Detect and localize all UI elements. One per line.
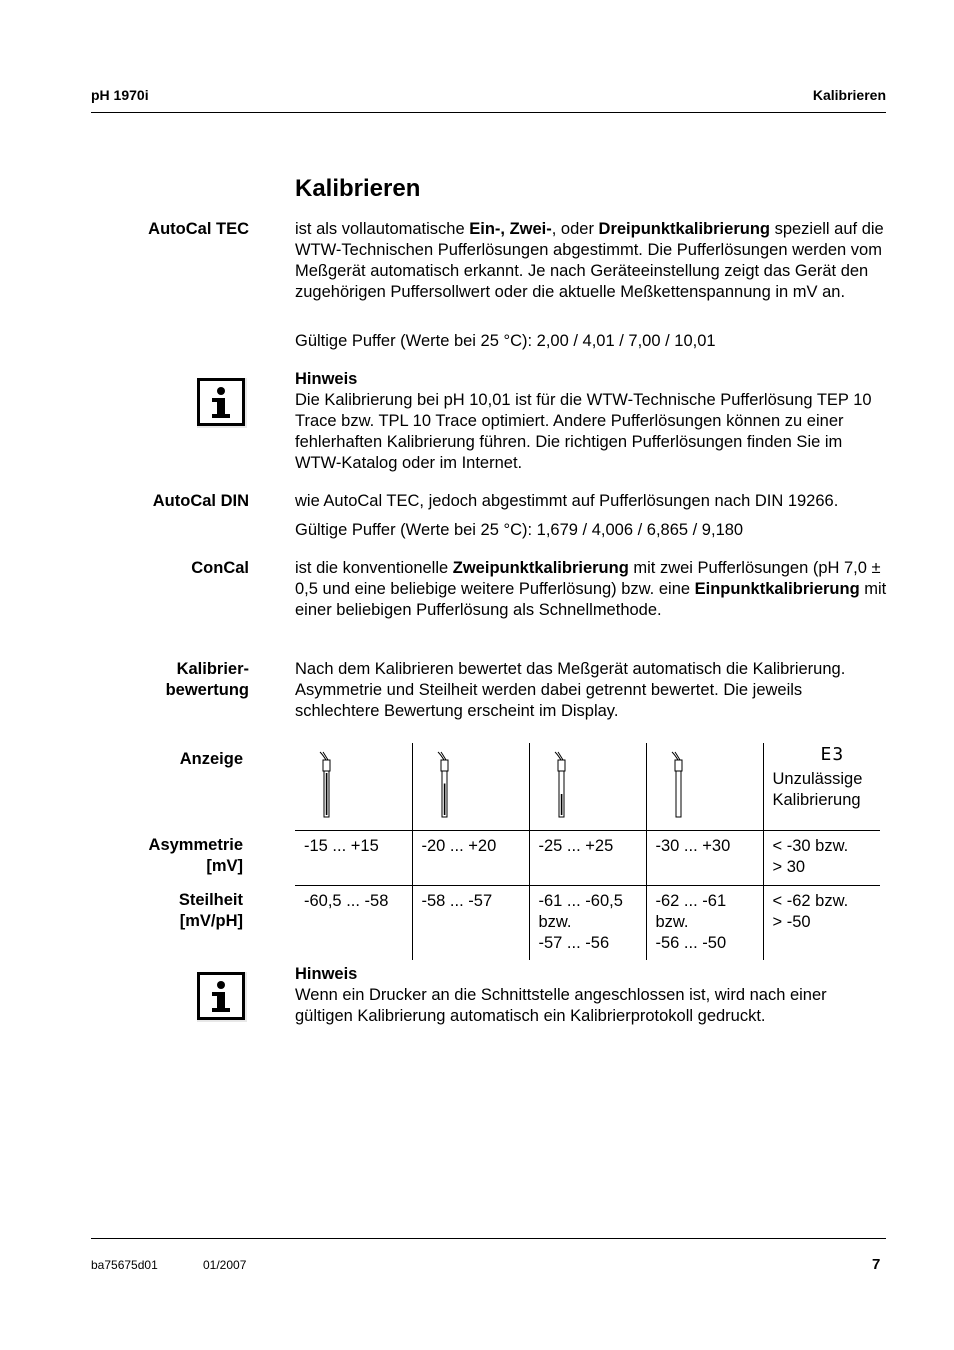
row-label-line: Asymmetrie <box>148 836 243 854</box>
bold-run: Dreipunktkalibrierung <box>598 220 770 238</box>
running-header-left: pH 1970i <box>91 87 149 103</box>
display-cell-error <box>763 743 880 830</box>
row-label-anzeige: Anzeige <box>179 750 243 768</box>
autocal-din-paragraph: wie AutoCal TEC, jedoch abgestimmt auf Pufferlösungen nach DIN 19266. <box>295 492 839 510</box>
side-label-line: bewertung <box>165 681 249 699</box>
display-cell <box>646 743 763 830</box>
autocal-tec-buffers: Gültige Puffer (Werte bei 25 °C): 2,00 / 4,01 / 7,00 / 10,01 <box>295 332 716 350</box>
electrode-symbol-icon <box>316 751 338 819</box>
slope-cell <box>763 885 880 960</box>
info-icon <box>197 378 247 428</box>
cell-line: > 30 <box>772 857 806 876</box>
row-label-line: [mV] <box>206 857 243 875</box>
error-symbol: E3 <box>820 744 845 765</box>
display-cell <box>295 743 412 830</box>
footer-date: 01/2007 <box>203 1258 247 1272</box>
cell-line: -61 ... -60,5 <box>538 891 623 910</box>
cell-line: bzw. <box>655 912 689 931</box>
text-run: mit einer beliebigen Pufferlösung als Schnellmethode. <box>295 580 887 619</box>
bold-run: Zweipunktkalibrierung <box>452 559 629 577</box>
calibration-evaluation-table <box>295 743 880 960</box>
display-cell <box>529 743 646 830</box>
text-run: speziell auf die WTW-Technischen Pufferlösungen abgestimmt. Die Pufferlösungen werden vom Meßgerät automatisch erkannt. Je nach Geräteeinstellung zeigt das Gerät den zugehörigen Puffersollwert oder die aktuelle Meßkettenspannung in mV an. <box>295 220 884 301</box>
side-label-concal: ConCal <box>191 559 249 577</box>
row-label-line: [mV/pH] <box>179 912 243 930</box>
text-run: ist als vollautomatische <box>295 220 470 238</box>
footer-rule <box>91 1238 886 1239</box>
bewertung-paragraph: Nach dem Kalibrieren bewertet das Meßgerät automatisch die Kalibrierung. Asymmetrie und Steilheit werden dabei getrennt bewertet. Die jeweils schlechtere Bewertung erscheint im Display. <box>295 660 846 720</box>
error-text-line: Kalibrierung <box>772 791 861 809</box>
bold-run: Ein-, Zwei- <box>469 220 552 238</box>
page-title: Kalibrieren <box>295 175 421 202</box>
text-run: ist die konventionelle <box>295 559 453 577</box>
slope-row <box>295 885 880 960</box>
cell-line: -57 ... -56 <box>538 933 610 952</box>
footer-doc-id: ba75675d01 <box>91 1258 158 1272</box>
cell-line: -56 ... -50 <box>655 933 727 952</box>
cell-line: < -30 bzw. <box>772 836 849 855</box>
cell-line: -62 ... -61 <box>655 891 727 910</box>
page-number: 7 <box>872 1256 881 1273</box>
cell-line: > -50 <box>772 912 811 931</box>
concal-paragraph <box>295 558 887 621</box>
running-header-right: Kalibrieren <box>812 87 886 103</box>
side-label-kalibrierbewertung <box>91 659 249 701</box>
note-1-heading: Hinweis <box>295 370 358 388</box>
cell-line: -20 ... +20 <box>421 836 497 855</box>
note-1-text: Die Kalibrierung bei pH 10,01 ist für die WTW-Technische Pufferlösung TEP 10 Trace bzw. TPL 10 Trace optimiert. Andere Pufferlösungen können zu einer fehlerhaften Kalibrierung führen. Die richtigen Pufferlösungen finden Sie im WTW-Katalog oder im Internet. <box>295 391 872 472</box>
slope-cell <box>529 885 646 960</box>
side-label-autocal-tec: AutoCal TEC <box>148 220 249 238</box>
slope-cell <box>646 885 763 960</box>
asymmetry-cell <box>763 830 880 885</box>
autocal-tec-paragraph <box>295 219 887 303</box>
cell-line: -15 ... +15 <box>304 836 379 855</box>
asymmetry-cell <box>529 830 646 885</box>
autocal-din-buffers: Gültige Puffer (Werte bei 25 °C): 1,679 / 4,006 / 6,865 / 9,180 <box>295 521 744 539</box>
bold-run: Einpunktkalibrierung <box>694 580 860 598</box>
display-cell <box>412 743 529 830</box>
electrode-symbol-icon <box>551 751 573 819</box>
cell-line: -60,5 ... -58 <box>304 891 389 910</box>
text-run: mit zwei Pufferlösungen (pH 7,0 ± 0,5 und eine beliebige weitere Pufferlösung) bzw. eine <box>295 559 881 598</box>
side-label-autocal-din: AutoCal DIN <box>152 492 249 510</box>
cell-line: -30 ... +30 <box>655 836 731 855</box>
note-2-heading: Hinweis <box>295 965 358 983</box>
cell-line: -25 ... +25 <box>538 836 614 855</box>
cell-line: bzw. <box>538 912 572 931</box>
header-rule <box>91 112 886 113</box>
asymmetry-row <box>295 830 880 885</box>
info-icon <box>197 972 247 1022</box>
asymmetry-cell <box>646 830 763 885</box>
row-label-line: Steilheit <box>178 891 243 909</box>
electrode-symbol-icon <box>434 751 456 819</box>
asymmetry-cell <box>412 830 529 885</box>
row-label-steilheit <box>91 890 243 932</box>
row-label-asymmetrie <box>91 835 243 877</box>
note-2 <box>295 964 887 1027</box>
slope-cell <box>295 885 412 960</box>
note-1 <box>295 369 887 474</box>
text-run: , oder <box>551 220 599 238</box>
asymmetry-cell <box>295 830 412 885</box>
note-2-text: Wenn ein Drucker an die Schnittstelle angeschlossen ist, wird nach einer gültigen Kalibrierung automatisch ein Kalibrierprotokoll gedruckt. <box>295 986 827 1025</box>
cell-line: < -62 bzw. <box>772 891 849 910</box>
slope-cell <box>412 885 529 960</box>
display-row <box>295 743 880 830</box>
cell-line: -58 ... -57 <box>421 891 493 910</box>
side-label-line: Kalibrier- <box>176 660 249 678</box>
error-text-line: Unzulässige <box>772 770 863 788</box>
electrode-symbol-icon <box>668 751 690 819</box>
